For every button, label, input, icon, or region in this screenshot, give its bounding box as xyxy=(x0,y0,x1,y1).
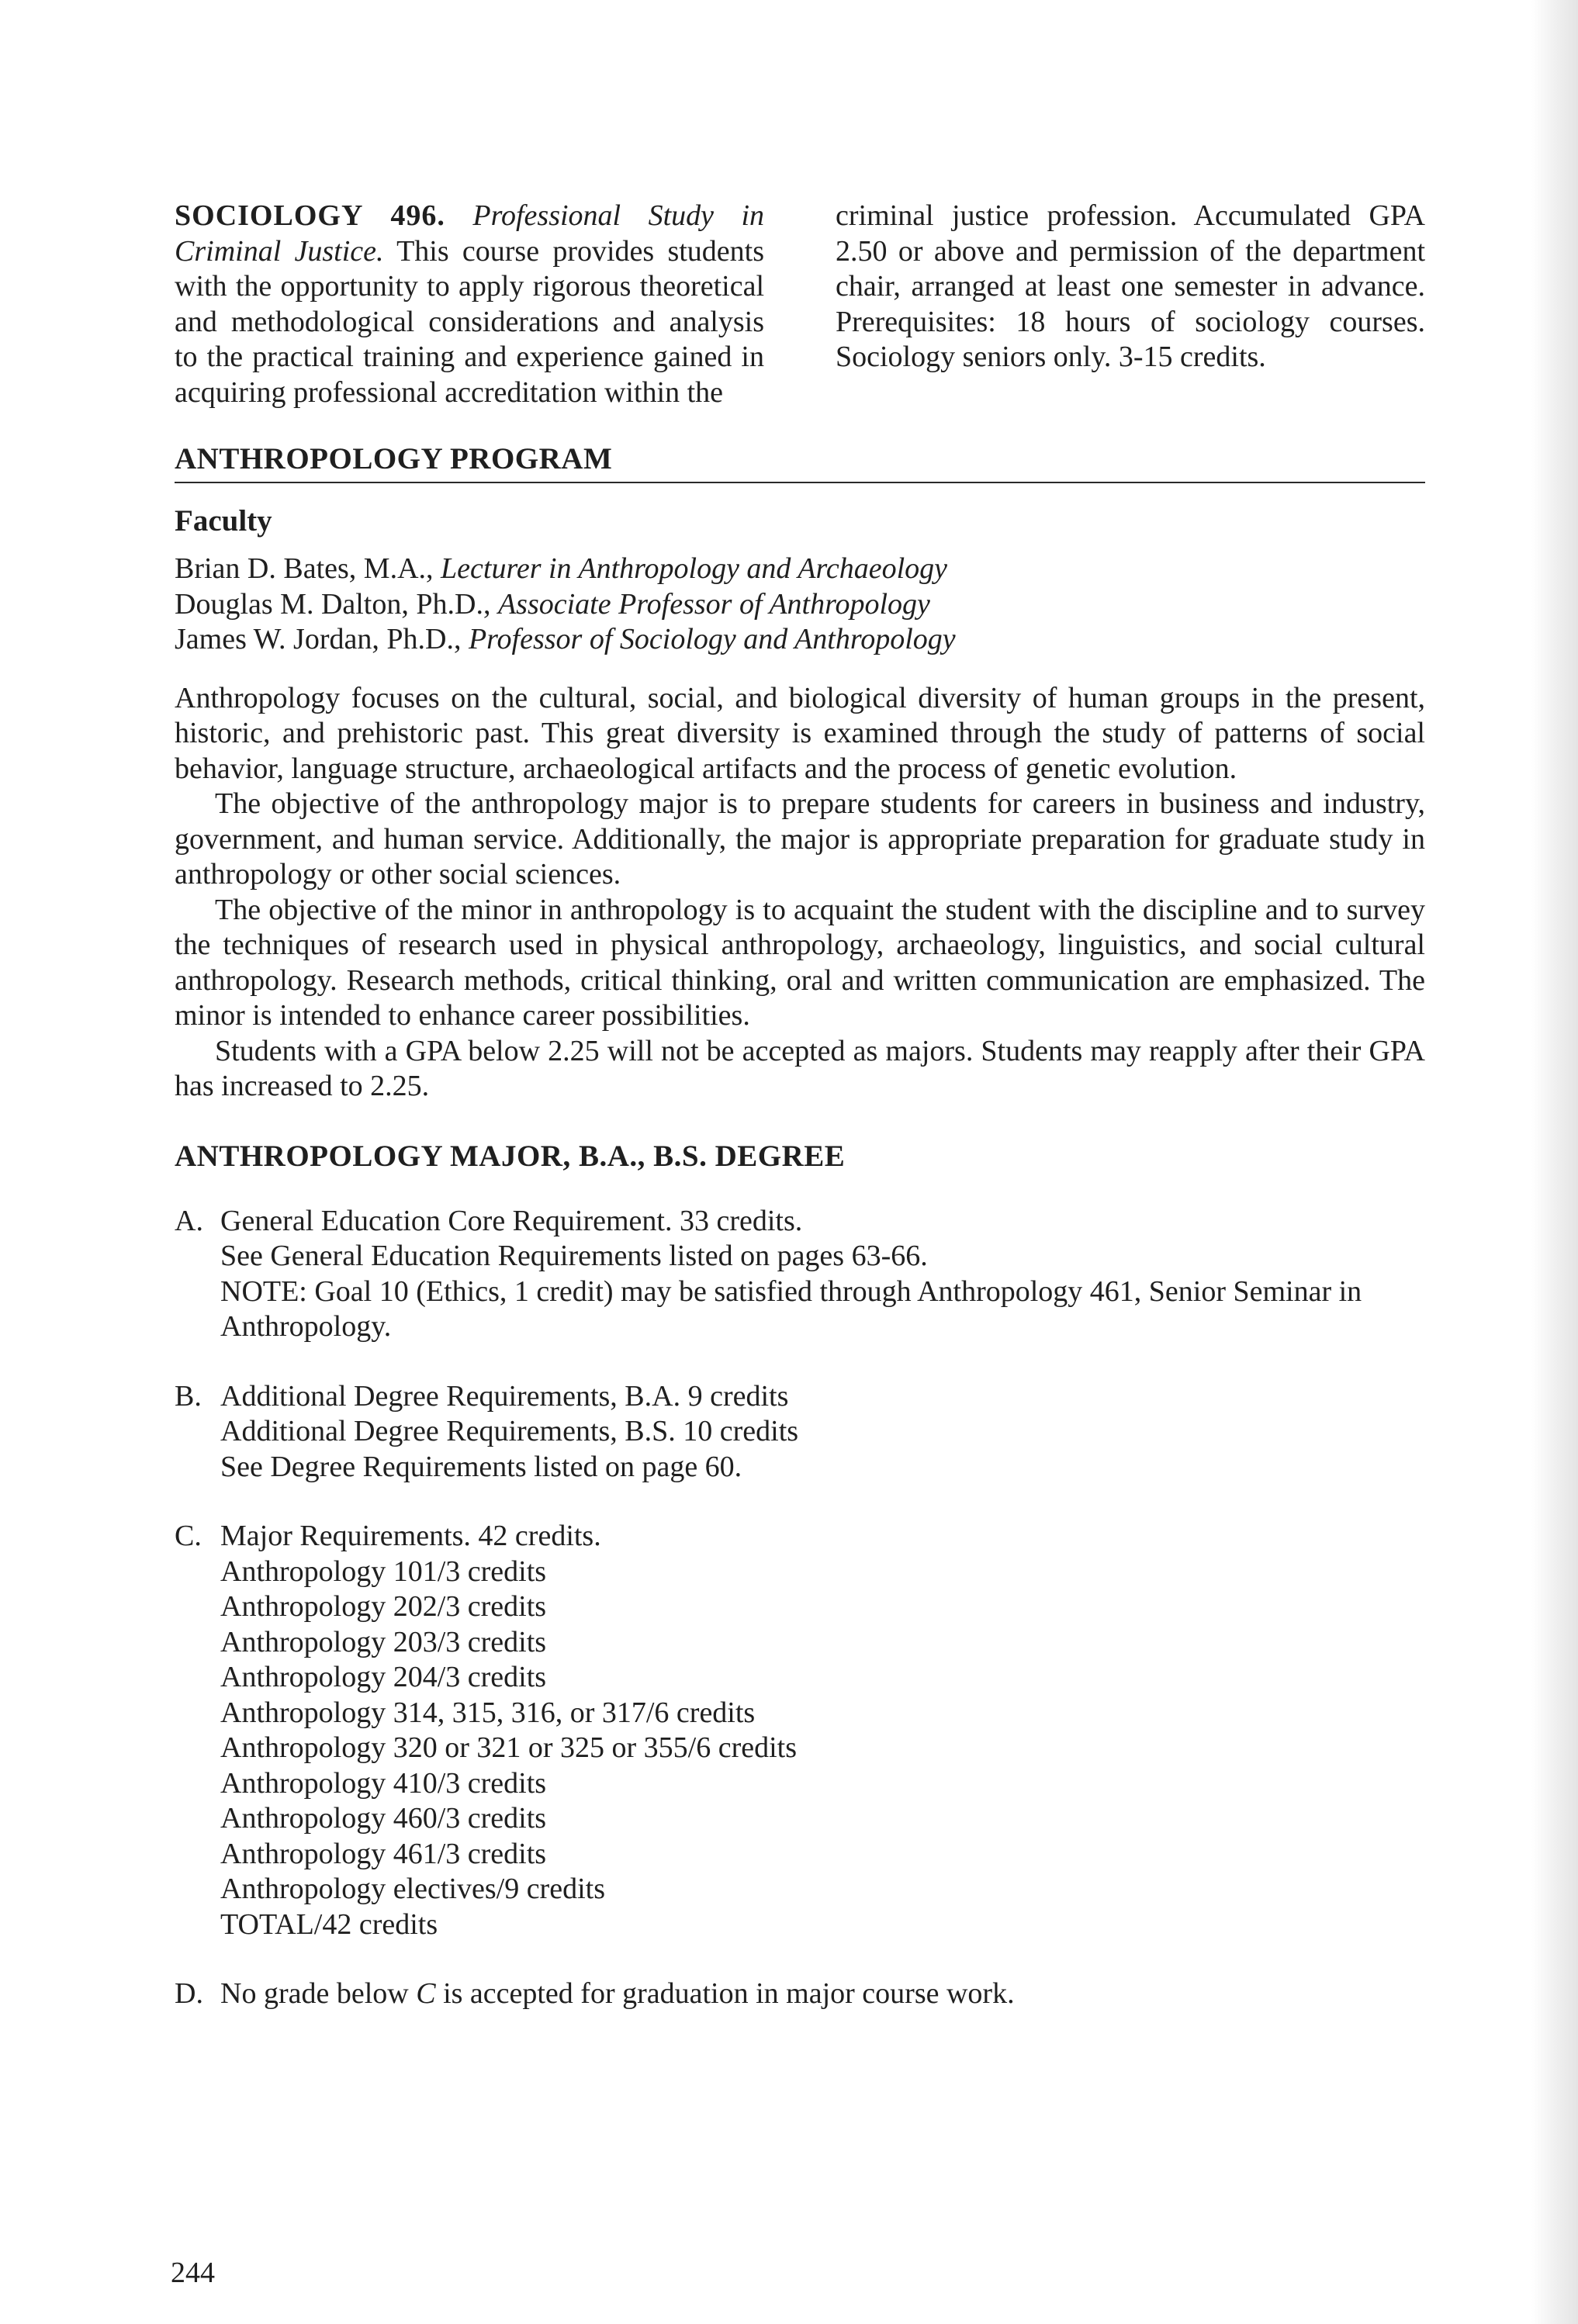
faculty-name: Brian D. Bates, M.A., xyxy=(175,552,434,585)
faculty-heading: Faculty xyxy=(175,504,272,538)
program-description xyxy=(175,681,1425,1105)
course-description-continued: criminal justice profession. Accumulated GPA 2.50 or above and permission of the department chair, arranged at least one semester in advance. Prerequisites: 18 hours of sociology courses. Sociology seniors only. 3-15 credits. xyxy=(836,199,1425,373)
requirement-a xyxy=(175,1204,1425,1345)
requirement-line: See Degree Requirements listed on page 60. xyxy=(220,1450,742,1483)
program-paragraph: Anthropology focuses on the cultural, social, and biological diversity of human groups in the present, historic, and prehistoric past. This great diversity is examined through the study of patterns of social behavior, language structure, archaeological artifacts and the process of genetic evolution. xyxy=(175,681,1425,785)
course-requirement: Anthropology 202/3 credits xyxy=(220,1590,547,1623)
course-description-text: This course provides students with the opportunity to apply rigorous theoretical and methodological considerations and analysis to the practical training and experience gained in acquiring professional accreditation within the xyxy=(175,234,764,409)
course-requirement: Anthropology 320 or 321 or 325 or 355/6 credits xyxy=(220,1731,798,1764)
course-requirement: Anthropology 410/3 credits xyxy=(220,1766,547,1800)
grade-letter: C xyxy=(416,1977,436,2010)
requirement-d xyxy=(175,1976,1425,2012)
requirement-note: NOTE: Goal 10 (Ethics, 1 credit) may be satisfied through Anthropology 461, Senior Seminar in Anthropology. xyxy=(220,1274,1362,1343)
requirement-body xyxy=(220,1204,1425,1345)
course-requirement: Anthropology 101/3 credits xyxy=(220,1555,547,1588)
course-requirement: Anthropology 460/3 credits xyxy=(220,1802,547,1835)
heading-rule xyxy=(175,482,1425,483)
course-description-right xyxy=(836,199,1425,410)
requirement-letter: A. xyxy=(175,1204,203,1237)
course-requirement: Anthropology 203/3 credits xyxy=(220,1625,547,1658)
program-paragraph: The objective of the anthropology major is to prepare students for careers in business and industry, government, and human service. Additionally, the major is appropriate preparation for graduate study in anthropology or other social sciences. xyxy=(175,787,1425,891)
program-heading: ANTHROPOLOGY PROGRAM xyxy=(175,442,613,476)
requirement-body xyxy=(220,1519,1425,1942)
faculty-title: Professor of Sociology and Anthropology xyxy=(468,623,956,655)
course-requirement: Anthropology 461/3 credits xyxy=(220,1837,547,1870)
requirement-body xyxy=(220,1976,1425,2012)
requirement-letter: B. xyxy=(175,1379,202,1413)
program-paragraph: Students with a GPA below 2.25 will not be accepted as majors. Students may reapply after their GPA has increased to 2.25. xyxy=(175,1034,1425,1102)
requirement-line: Additional Degree Requirements, B.A. 9 credits xyxy=(220,1379,789,1413)
requirement-body xyxy=(220,1379,1425,1485)
major-heading: ANTHROPOLOGY MAJOR, B.A., B.S. DEGREE xyxy=(175,1139,846,1173)
faculty-title: Lecturer in Anthropology and Archaeology xyxy=(441,552,947,585)
requirement-text: is accepted for graduation in major course work. xyxy=(435,1977,1015,2010)
requirement-c xyxy=(175,1519,1425,1942)
course-requirement: Anthropology 314, 315, 316, or 317/6 credits xyxy=(220,1696,756,1729)
requirement-letter: C. xyxy=(175,1520,202,1552)
faculty-member xyxy=(175,552,1425,587)
course-code: SOCIOLOGY 496. xyxy=(175,199,445,232)
course-requirement: Anthropology 204/3 credits xyxy=(220,1661,547,1693)
course-total: TOTAL/42 credits xyxy=(220,1907,438,1941)
faculty-title: Associate Professor of Anthropology xyxy=(497,587,930,621)
page-number: 244 xyxy=(171,2257,215,2289)
course-requirement: Anthropology electives/9 credits xyxy=(220,1873,605,1905)
requirement-line: Additional Degree Requirements, B.S. 10 credits xyxy=(220,1415,799,1447)
program-paragraph: The objective of the minor in anthropology is to acquaint the student with the discipline and to survey the techniques of research used in physical anthropology, archaeology, linguistics, and social cultural anthropology. Research methods, critical thinking, oral and written communication are emphasized. The minor is intended to enhance career possibilities. xyxy=(175,893,1425,1032)
catalog-page xyxy=(175,199,1425,2012)
requirement-line: See General Education Requirements listed on pages 63-66. xyxy=(220,1240,928,1272)
requirement-letter: D. xyxy=(175,1977,203,2010)
faculty-member xyxy=(175,622,1425,658)
course-description-left xyxy=(175,199,764,410)
faculty-list xyxy=(175,552,1425,658)
page-edge-shadow xyxy=(1531,0,1578,2324)
faculty-name: James W. Jordan, Ph.D., xyxy=(175,623,462,655)
requirement-text: No grade below xyxy=(220,1977,417,2010)
course-description-columns xyxy=(175,199,1425,410)
requirement-line: General Education Core Requirement. 33 credits. xyxy=(220,1204,803,1237)
course-title: Professional Study in Criminal Justice. xyxy=(175,199,765,268)
faculty-member xyxy=(175,587,1425,623)
faculty-name: Douglas M. Dalton, Ph.D., xyxy=(175,587,491,621)
requirement-line: Major Requirements. 42 credits. xyxy=(220,1520,601,1552)
requirement-b xyxy=(175,1379,1425,1485)
